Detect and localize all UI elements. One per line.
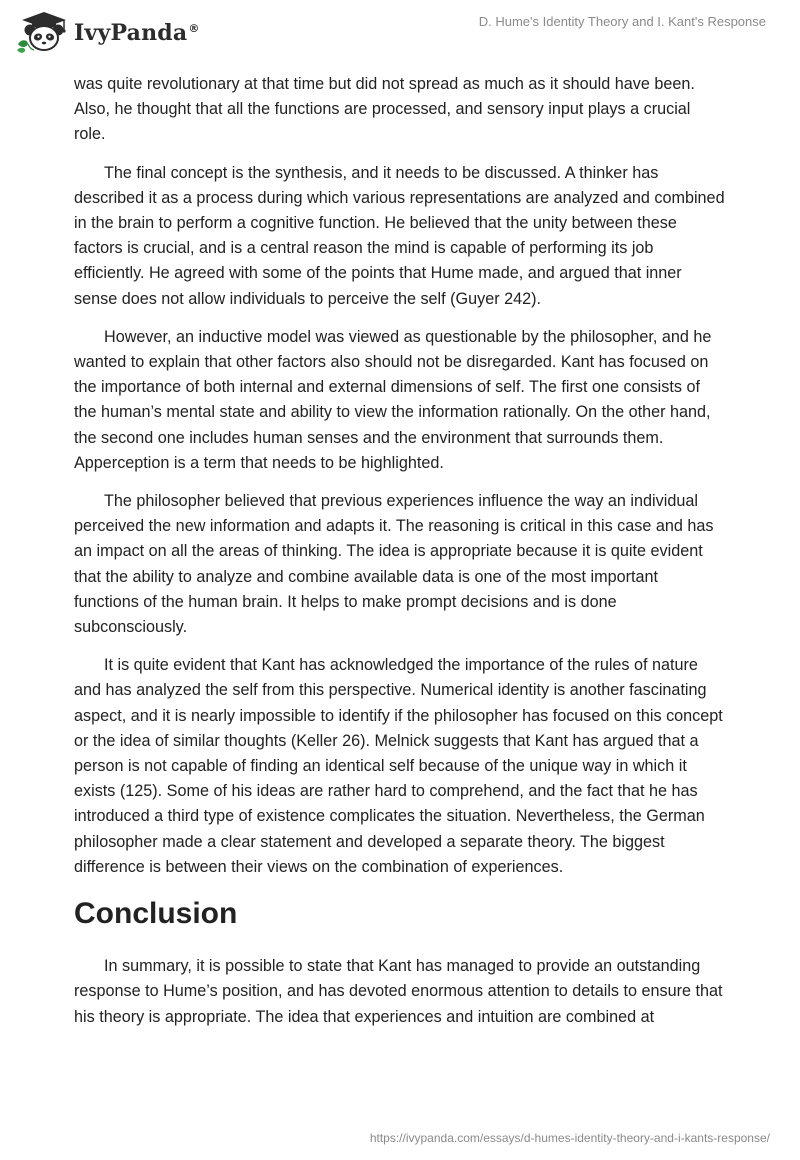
paragraph-conclusion: In summary, it is possible to state that Kant has managed to provide an outstanding response to Hume’s position, and has devoted enormous attention to details to ensure that his theory is appropriate. The idea that experiences and intuition are combined at [74,957,723,1026]
paragraph-numerical-identity: It is quite evident that Kant has acknowledged the importance of the rules of nature and has analyzed the self from this perspective. Numerical identity is another fascinating aspect, and it is nearly impossible to identify if the philosopher has focused on this concept or the idea of similar thoughts (Keller 26). Melnick suggests that Kant has argued that a person is not capable of finding an identical self because of the unique way in which it exists (125). Some of his ideas are rather hard to comprehend, and the fact that he has introduced a third type of existence complicates the situation. Nevertheless, the German philosopher made a clear statement and developed a separate theory. The biggest difference is between their views on the combination of experiences. [74,656,723,876]
paragraph-experiences: The philosopher believed that previous experiences influence the way an individual perceived the new information and adapts it. The reasoning is critical in this case and has an impact on all the areas of thinking. The idea is appropriate because it is quite evident that the ability to analyze and combine available data is one of the most important functions of the human brain. It helps to make prompt decisions and is done subconsciously. [74,492,714,637]
brand-name: IvyPanda® [74,20,200,46]
page-header [0,0,800,64]
registered-mark: ® [188,21,200,35]
document-title: D. Hume's Identity Theory and I. Kant's Response [478,14,766,29]
panda-graduate-icon [14,8,72,54]
paragraph-continued: was quite revolutionary at that time but did not spread as much as it should have been. Also, he thought that all the functions are processed, and sensory input plays a crucial role. [74,75,695,144]
source-url[interactable]: https://ivypanda.com/essays/d-humes-identity-theory-and-i-kants-response/ [369,1131,770,1145]
paragraph-inductive-model: However, an inductive model was viewed as questionable by the philosopher, and he wanted to explain that other factors also should not be disregarded. Kant has focused on the importance of both internal and external dimensions of self. The first one consists of the human’s mental state and ability to view the information rationally. On the other hand, the second one includes human senses and the environment that surrounds them. Apperception is a term that needs to be highlighted. [74,327,712,472]
conclusion-heading: Conclusion [74,897,238,931]
essay-body [74,72,726,1030]
ivypanda-logo[interactable] [14,8,200,54]
paragraph-synthesis: The final concept is the synthesis, and it needs to be discussed. A thinker has described it as a process during which various representations are analyzed and combined in the brain to perform a cognitive function. He believed that the unity between these factors is crucial, and is a central reason the mind is capable of performing its job efficiently. He agreed with some of the points that Hume made, and argued that inner sense does not allow individuals to perceive the self (Guyer 242). [74,163,725,308]
